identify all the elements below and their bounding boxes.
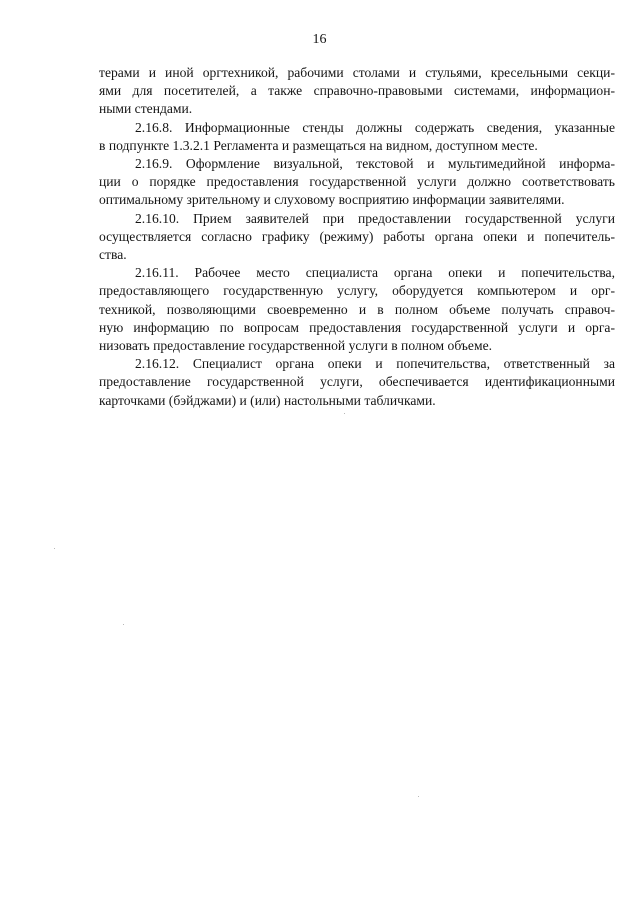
paragraph-2-16-10	[99, 210, 615, 265]
text-line: техникой, позволяющими своевременно и в полном объеме получать справоч-	[99, 301, 615, 317]
scan-speck	[344, 413, 345, 414]
text-line: ями для посетителей, а также справочно-правовыми системами, информацион-	[99, 83, 615, 99]
paragraph-continuation	[99, 64, 615, 119]
text-line: карточками (бэйджами) и (или) настольными табличками.	[99, 392, 436, 408]
text-line: ную информацию по вопросам предоставления государственной услуги и орга-	[99, 319, 615, 335]
scan-speck	[123, 624, 124, 625]
text-line: предоставление государственной услуги, обеспечивается идентификационными	[99, 374, 615, 390]
text-line: ными стендами.	[99, 101, 193, 117]
paragraph-2-16-9	[99, 155, 615, 210]
text-line: терами и иной оргтехникой, рабочими столами и стульями, кресельными секци-	[99, 65, 615, 80]
text-line: ции о порядке предоставления государственной услуги должно соответствовать	[99, 174, 615, 190]
scan-speck	[418, 796, 419, 797]
paragraph-2-16-11	[99, 264, 615, 355]
text-line: 2.16.8. Информационные стенды должны содержать сведения, указанные	[135, 119, 615, 135]
page-number: 16	[312, 32, 327, 47]
text-line: 2.16.10. Прием заявителей при предоставлении государственной услуги	[135, 210, 615, 226]
paragraph-2-16-8	[99, 119, 615, 155]
paragraph-2-16-12	[99, 355, 615, 410]
text-line: низовать предоставление государственной услуги в полном объеме.	[99, 338, 493, 354]
text-line: в подпункте 1.3.2.1 Регламента и размещаться на видном, доступном месте.	[99, 137, 538, 153]
text-line: оптимальному зрительному и слуховому восприятию информации заявителями.	[99, 192, 565, 208]
document-body	[99, 64, 615, 410]
scan-speck	[54, 548, 55, 549]
text-line: осуществляется согласно графику (режиму) работы органа опеки и попечитель-	[99, 228, 615, 244]
text-line: ства.	[99, 247, 127, 263]
text-line: 2.16.9. Оформление визуальной, текстовой и мультимедийной информа-	[135, 156, 615, 172]
text-line: 2.16.11. Рабочее место специалиста органа опеки и попечительства,	[135, 265, 615, 281]
text-line: 2.16.12. Специалист органа опеки и попечительства, ответственный за	[135, 356, 615, 372]
text-line: предоставляющего государственную услугу, оборудуется компьютером и орг-	[99, 283, 615, 299]
